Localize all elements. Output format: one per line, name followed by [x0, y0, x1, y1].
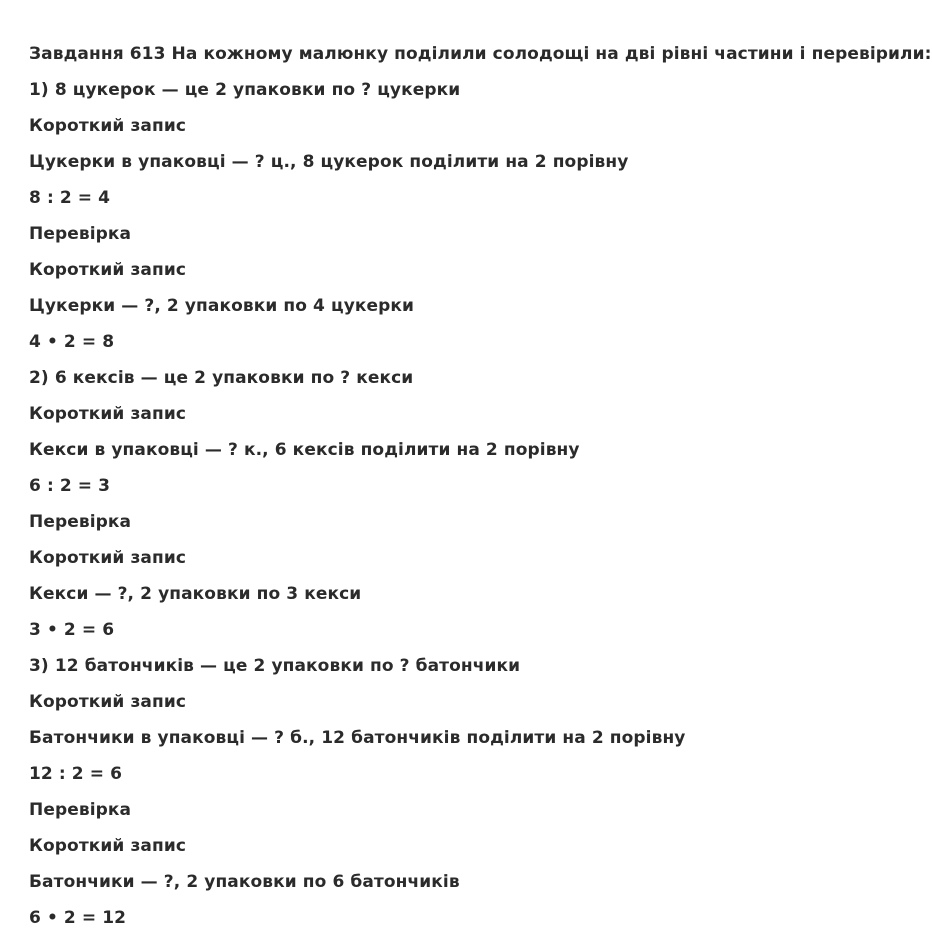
short-note-text: Батончики — ?, 2 упаковки по 6 батончиків [29, 872, 460, 892]
document-body [29, 36, 932, 936]
problem-3-statement: 3) 12 батончиків — це 2 упаковки по ? батончики [29, 656, 521, 676]
problem-2-statement: 2) 6 кексів — це 2 упаковки по ? кекси [29, 368, 414, 388]
short-note-heading: Короткий запис [29, 260, 187, 280]
equation: 8 : 2 = 4 [29, 188, 111, 208]
short-note-text: Цукерки в упаковці — ? ц., 8 цукерок поділити на 2 порівну [29, 152, 629, 172]
equation: 6 : 2 = 3 [29, 476, 111, 496]
equation: 12 : 2 = 6 [29, 764, 123, 784]
short-note-heading: Короткий запис [29, 692, 187, 712]
short-note-heading: Короткий запис [29, 548, 187, 568]
short-note-text: Цукерки — ?, 2 упаковки по 4 цукерки [29, 296, 415, 316]
problem-1-statement: 1) 8 цукерок — це 2 упаковки по ? цукерки [29, 80, 461, 100]
short-note-text: Кекси — ?, 2 упаковки по 3 кекси [29, 584, 362, 604]
equation: 3 • 2 = 6 [29, 620, 115, 640]
short-note-heading: Короткий запис [29, 836, 187, 856]
short-note-text: Кекси в упаковці — ? к., 6 кексів поділити на 2 порівну [29, 440, 580, 460]
task-title: Завдання 613 На кожному малюнку поділили солодощі на дві рівні частини і перевірили: [29, 44, 932, 64]
short-note-text: Батончики в упаковці — ? б., 12 батончиків поділити на 2 порівну [29, 728, 686, 748]
short-note-heading: Короткий запис [29, 116, 187, 136]
check-heading: Перевірка [29, 512, 132, 532]
equation: 4 • 2 = 8 [29, 332, 115, 352]
short-note-heading: Короткий запис [29, 404, 187, 424]
equation: 6 • 2 = 12 [29, 908, 127, 928]
check-heading: Перевірка [29, 800, 132, 820]
check-heading: Перевірка [29, 224, 132, 244]
